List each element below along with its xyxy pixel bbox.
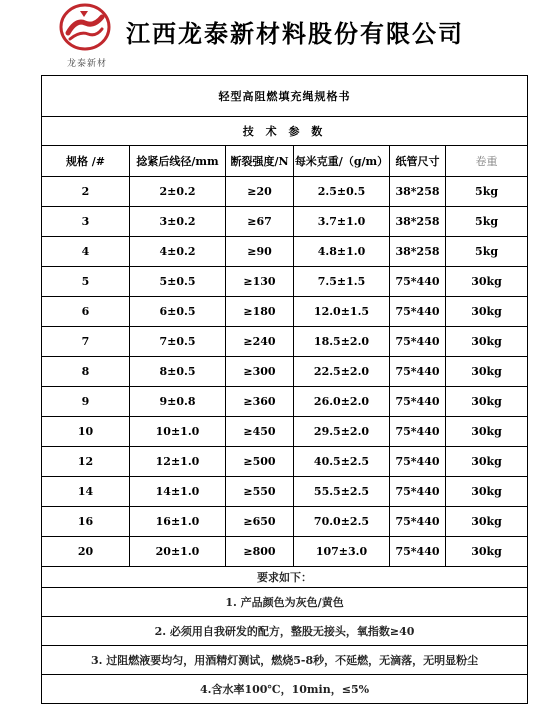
spec-table [41,75,528,704]
table-cell: 5kg [446,177,528,207]
table-cell: 4±0.2 [130,237,226,267]
logo-caption: 龙泰新材 [66,59,107,69]
table-cell: 30kg [446,297,528,327]
table-cell: 3.7±1.0 [294,207,390,237]
table-cell: 30kg [446,537,528,567]
table-cell: 30kg [446,387,528,417]
table-cell: 5±0.5 [130,267,226,297]
table-cell: 38*258 [390,177,446,207]
table-cell: 5kg [446,207,528,237]
table-cell: 38*258 [390,207,446,237]
requirement-item: 4.含水率100℃，10min，≤5% [42,675,528,704]
table-cell: ≥180 [226,297,294,327]
table-cell: 10 [42,417,130,447]
table-cell: 75*440 [390,447,446,477]
table-cell: ≥130 [226,267,294,297]
table-cell: 18.5±2.0 [294,327,390,357]
table-cell: 7.5±1.5 [294,267,390,297]
table-cell: 75*440 [390,267,446,297]
table-row [42,447,528,477]
table-cell: 7 [42,327,130,357]
table-row [42,207,528,237]
table-row [42,387,528,417]
table-cell: ≥650 [226,507,294,537]
table-cell: 5kg [446,237,528,267]
table-cell: 26.0±2.0 [294,387,390,417]
table-cell: 2.5±0.5 [294,177,390,207]
table-cell: 75*440 [390,387,446,417]
table-cell: ≥90 [226,237,294,267]
requirements-heading: 要求如下： [42,567,528,588]
table-cell: 20±1.0 [130,537,226,567]
table-cell: 16 [42,507,130,537]
table-cell: 3 [42,207,130,237]
table-row [42,357,528,387]
table-cell: 38*258 [390,237,446,267]
table-cell: 40.5±2.5 [294,447,390,477]
table-row [42,327,528,357]
table-cell: 75*440 [390,507,446,537]
requirement-item: 1. 产品颜色为灰色/黄色 [42,588,528,617]
sheet-title: 轻型高阻燃填充绳规格书 [42,76,528,117]
table-row [42,177,528,207]
table-cell: 8 [42,357,130,387]
table-cell: 8±0.5 [130,357,226,387]
table-cell: 5 [42,267,130,297]
table-cell: 30kg [446,447,528,477]
table-cell: 12 [42,447,130,477]
column-header: 每米克重/（g/m） [294,146,390,177]
letterhead [0,0,549,74]
table-cell: 7±0.5 [130,327,226,357]
table-row [42,417,528,447]
table-cell: 14 [42,477,130,507]
table-cell: 75*440 [390,327,446,357]
table-row [42,537,528,567]
table-cell: 6 [42,297,130,327]
company-name: 江西龙泰新材料股份有限公司 [126,20,464,48]
column-header: 规格 /# [42,146,130,177]
column-header: 捻紧后线径/mm [130,146,226,177]
requirement-item: 3. 过阻燃液要均匀，用酒精灯测试，燃烧5-8秒，不延燃，无滴落，无明显粉尘 [42,646,528,675]
table-cell: 2 [42,177,130,207]
column-header: 卷重 [446,146,528,177]
table-cell: 75*440 [390,297,446,327]
table-cell: 12±1.0 [130,447,226,477]
table-cell: ≥800 [226,537,294,567]
table-cell: 20 [42,537,130,567]
table-cell: 2±0.2 [130,177,226,207]
table-cell: 107±3.0 [294,537,390,567]
table-cell: ≥300 [226,357,294,387]
table-cell: 22.5±2.0 [294,357,390,387]
table-cell: 9 [42,387,130,417]
table-cell: 30kg [446,477,528,507]
table-row [42,477,528,507]
section-title: 技 术 参 数 [42,117,528,146]
table-cell: ≥360 [226,387,294,417]
table-cell: 75*440 [390,417,446,447]
table-cell: 6±0.5 [130,297,226,327]
table-cell: 75*440 [390,357,446,387]
table-cell: 30kg [446,507,528,537]
table-cell: 30kg [446,327,528,357]
table-cell: 70.0±2.5 [294,507,390,537]
table-row [42,237,528,267]
table-cell: ≥67 [226,207,294,237]
table-cell: 30kg [446,267,528,297]
table-row [42,297,528,327]
requirement-item: 2. 必须用自我研发的配方，整股无接头，氧指数≥40 [42,617,528,646]
table-cell: 14±1.0 [130,477,226,507]
table-cell: ≥240 [226,327,294,357]
company-logo [50,3,120,55]
table-cell: 30kg [446,417,528,447]
column-header: 纸管尺寸 [390,146,446,177]
table-cell: 12.0±1.5 [294,297,390,327]
table-cell: 10±1.0 [130,417,226,447]
table-cell: 75*440 [390,477,446,507]
table-cell: 4.8±1.0 [294,237,390,267]
table-row [42,507,528,537]
table-cell: ≥20 [226,177,294,207]
column-header-row [42,146,528,177]
column-header: 断裂强度/N [226,146,294,177]
table-cell: 75*440 [390,537,446,567]
table-cell: 29.5±2.0 [294,417,390,447]
table-cell: 3±0.2 [130,207,226,237]
table-cell: 16±1.0 [130,507,226,537]
table-cell: ≥450 [226,417,294,447]
table-cell: 55.5±2.5 [294,477,390,507]
table-cell: 4 [42,237,130,267]
spec-rows [42,177,528,567]
table-cell: ≥500 [226,447,294,477]
table-cell: 30kg [446,357,528,387]
table-cell: 9±0.8 [130,387,226,417]
table-cell: ≥550 [226,477,294,507]
table-row [42,267,528,297]
